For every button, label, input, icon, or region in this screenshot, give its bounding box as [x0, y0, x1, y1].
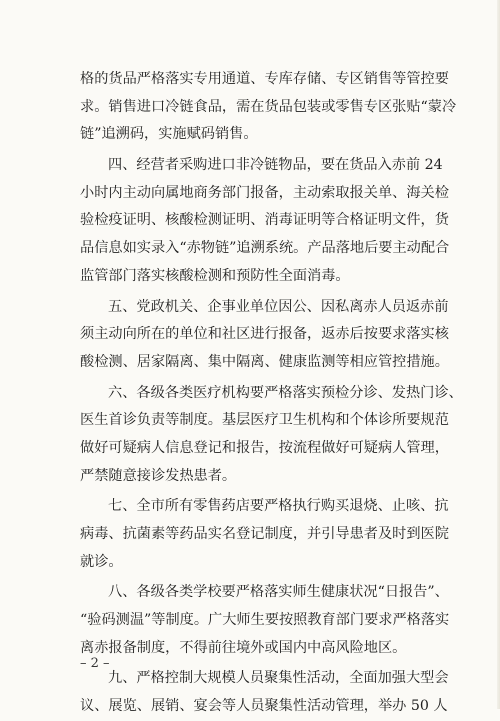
text-line: 八、各级各类学校要严格落实师生健康状况“日报告”、: [108, 584, 449, 601]
text-line: 做好可疑病人信息登记和报告，按流程做好可疑病人管理，: [80, 439, 449, 456]
text-line: 严禁随意接诊发热患者。: [80, 467, 237, 484]
paragraph-continuation: [80, 66, 457, 149]
text-line: 七、全市所有零售药店要严格执行购买退烧、止咳、抗: [108, 498, 449, 515]
text-line: 须主动向所在的单位和社区进行报备，返赤后按要求落实核: [80, 326, 449, 343]
paragraph-item-5: [80, 294, 449, 377]
text-line: 六、各级各类医疗机构要严格落实预检分诊、发热门诊、: [108, 384, 463, 401]
text-line: “验码测温”等制度。广大师生要按照教育部门要求严格落实: [80, 612, 450, 629]
text-line: 议、展览、展销、宴会等人员聚集性活动管理，举办 50 人: [80, 698, 448, 715]
text-line: 离赤报备制度，不得前往境外或国内中高风险地区。: [80, 639, 407, 656]
paragraph-item-9: [80, 665, 449, 720]
page-number: – 2 –: [80, 656, 110, 671]
text-line: 求。销售进口冷链食品，需在货品包装或零售专区张贴“蒙冷: [80, 98, 457, 115]
document-body: [80, 66, 463, 721]
text-line: 四、经营者采购进口非冷链物品，要在货品入赤前 24: [108, 157, 443, 174]
text-line: 五、党政机关、企事业单位因公、因私离赤人员返赤前: [108, 298, 449, 315]
paragraph-item-6: [80, 380, 463, 491]
text-line: 监管部门落实核酸检测和预防性全面消毒。: [80, 267, 350, 284]
paragraph-item-8: [80, 579, 450, 662]
text-line: 链”追溯码，实施赋码销售。: [80, 126, 258, 143]
text-line: 验检疫证明、核酸检测证明、消毒证明等合格证明文件，货: [80, 212, 449, 229]
text-line: 就诊。: [80, 553, 123, 570]
text-line: 小时内主动向属地商务部门报备，主动索取报关单、海关检: [80, 184, 449, 201]
text-line: 九、严格控制大规模人员聚集性活动，全面加强大型会: [108, 670, 449, 687]
text-line: 酸检测、居家隔离、集中隔离、健康监测等相应管控措施。: [80, 353, 449, 370]
text-line: 格的货品严格落实专用通道、专库存储、专区销售等管控要: [80, 71, 449, 87]
text-line: 医生首诊负责等制度。基层医疗卫生机构和个体诊所要规范: [80, 412, 449, 429]
text-line: 病毒、抗菌素等药品实名登记制度，并引导患者及时到医院: [80, 526, 449, 542]
text-line: 品信息如实录入“赤物链”追溯系统。产品落地后要主动配合: [80, 240, 450, 257]
paragraph-item-7: [80, 493, 449, 576]
paragraph-item-4: [80, 152, 450, 290]
